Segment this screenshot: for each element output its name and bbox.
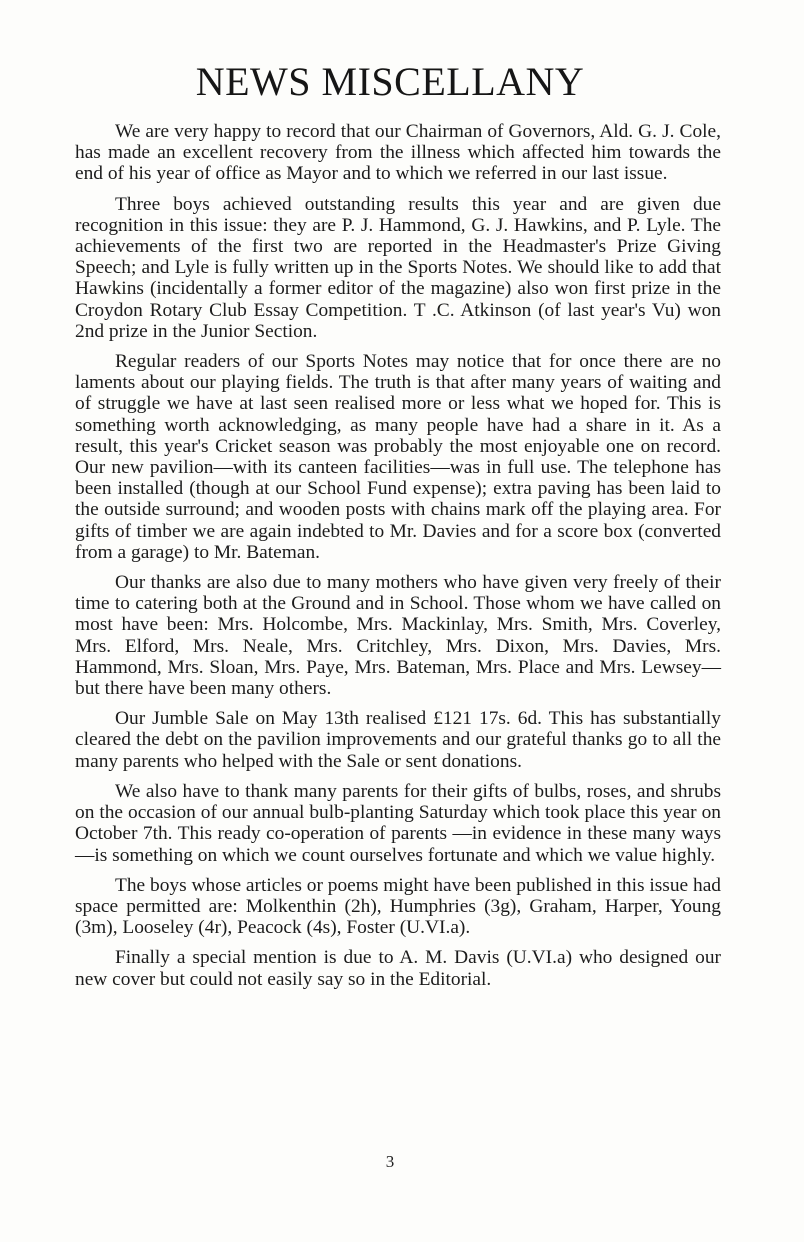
- paragraph-bulb-planting: We also have to thank many parents for their gifts of bulbs, roses, and shrubs on the occasion of our annual bulb-planting Saturday which took place this year on October 7th. This ready co-operation of parents —in evidence in these many ways—is something on which we count ourselves fortunate and which we value highly.: [75, 780, 721, 866]
- paragraph-achievements: Three boys achieved outstanding results this year and are given due recognition in this issue: they are P. J. Hammond, G. J. Hawkins, and P. Lyle. The achievements of the first two are reported in the Headmaster's Prize Giving Speech; and Lyle is fully written up in the Sports Notes. We should like to add that Hawkins (incidentally a former editor of the magazine) also won first prize in the Croydon Rotary Club Essay Competition. T .C. Atkinson (of last year's Vu) won 2nd prize in the Junior Section.: [75, 193, 721, 342]
- article-body: [75, 121, 721, 999]
- paragraph-mothers-thanks: Our thanks are also due to many mothers who have given very freely of their time to catering both at the Ground and in School. Those whom we have called on most have been: Mrs. Holcombe, Mrs. Mackinlay, Mrs. Smith, Mrs. Coverley, Mrs. Elford, Mrs. Neale, Mrs. Critchley, Mrs. Dixon, Mrs. Davies, Mrs. Hammond, Mrs. Sloan, Mrs. Paye, Mrs. Bateman, Mrs. Place and Mrs. Lewsey—but there have been many others.: [75, 572, 721, 700]
- paragraph-chairman: We are very happy to record that our Chairman of Governors, Ald. G. J. Cole, has made an excellent recovery from the illness which affected him towards the end of his year of office as Mayor and to which we referred in our last issue.: [75, 121, 721, 185]
- paragraph-cover-design: Finally a special mention is due to A. M. Davis (U.VI.a) who designed our new cover but could not easily say so in the Editorial.: [75, 947, 721, 990]
- page-title: NEWS MISCELLANY: [195, 59, 585, 104]
- paragraph-playing-fields: Regular readers of our Sports Notes may notice that for once there are no laments about our playing fields. The truth is that after many years of waiting and of struggle we have at last seen realised more or less what we hoped for. This is something worth acknowledging, as many people have had a share in it. As a result, this year's Cricket season was probably the most enjoyable one on record. Our new pavilion—with its canteen facilities—was in full use. The telephone has been installed (though at our School Fund expense); extra paving has been laid to the outside surround; and wooden posts with chains mark off the playing area. For gifts of timber we are again indebted to Mr. Davies and for a score box (converted from a garage) to Mr. Bateman.: [75, 351, 721, 563]
- page-number: 3: [385, 1152, 395, 1171]
- paragraph-jumble-sale: Our Jumble Sale on May 13th realised £121 17s. 6d. This has substantially cleared the debt on the pavilion improvements and our grateful thanks go to all the many parents who helped with the Sale or sent donations.: [75, 708, 721, 772]
- paragraph-unpublished-articles: The boys whose articles or poems might have been published in this issue had space permitted are: Molkenthin (2h), Humphries (3g), Graham, Harper, Young (3m), Looseley (4r), Peacock (4s), Foster (U.VI.a).: [75, 874, 721, 939]
